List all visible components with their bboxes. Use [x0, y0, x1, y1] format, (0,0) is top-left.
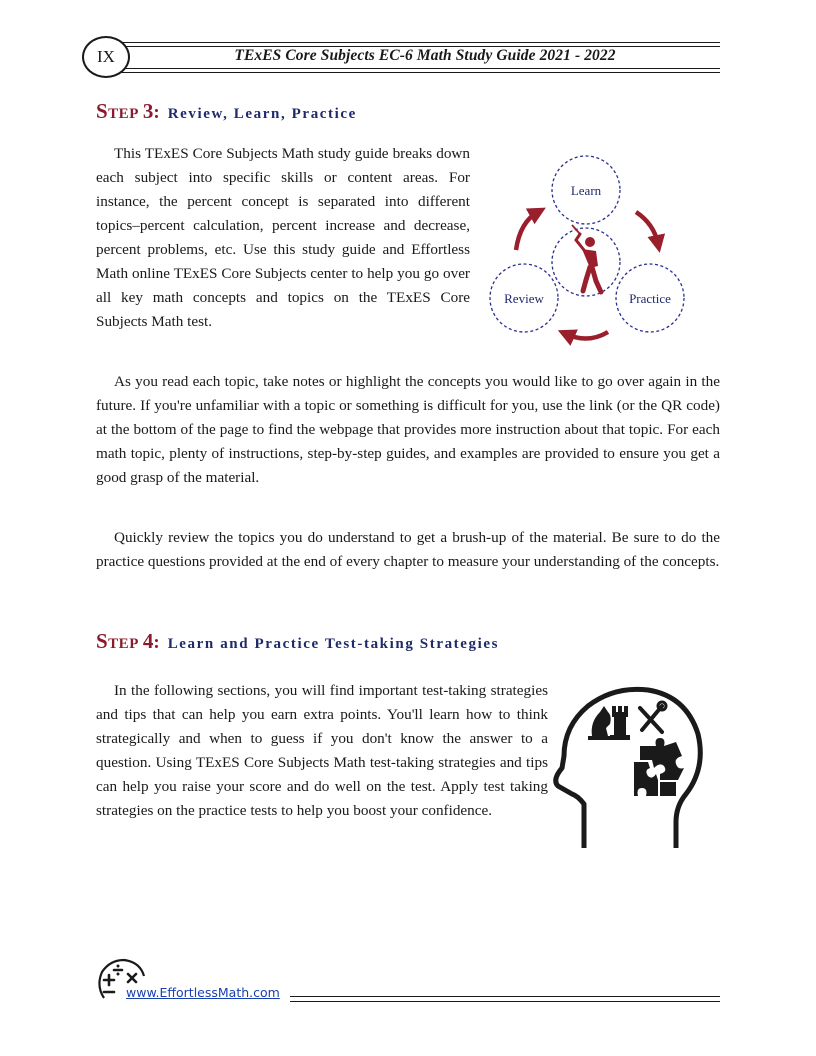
step4-title: Learn and Practice Test-taking Strategies: [167, 636, 500, 652]
step3-paragraph-1: This TExES Core Subjects Math study guide breaks down each subject into specific skills or content areas. For instance, the percent concept is separated into different topics–percent calculation, percent increase and decrease, percent problems, etc. Use this study guide and Effortless Math online TExES Core Subjects center to help you go over all key math concepts and topics on the TExES Core Subjects Math test.: [96, 145, 470, 330]
cycle-arrow-icon: [516, 212, 538, 250]
header-rule-bottom-1: [118, 68, 720, 69]
step4-heading: [96, 629, 499, 654]
step4-number: 4: [142, 629, 154, 653]
tools-icon: [640, 702, 666, 732]
learn-label: Learn: [570, 183, 602, 198]
page-number: IX: [97, 47, 115, 66]
footer-rule-2: [290, 1001, 720, 1002]
head-strategy-icon: [548, 676, 708, 852]
step4-colon: :: [153, 632, 160, 653]
practice-label: Practice: [629, 291, 671, 306]
step3-word: Step: [96, 99, 139, 123]
step3-number: 3: [142, 99, 154, 123]
running-header-title: TExES Core Subjects EC-6 Math Study Guide 2021 - 2022: [234, 47, 616, 64]
chess-knight-icon: [588, 706, 612, 740]
page-number-badge: [82, 36, 130, 78]
step4-paragraph: In the following sections, you will find important test-taking strategies and tips that can help you earn extra points. You'll learn how to think strategically and when to guess if you don't know the answer to a question. Using TExES Core Subjects Math test-taking strategies and tips can help you raise your score and do well on the test. Apply test taking strategies on the practice tests to help you boost your confidence.: [96, 682, 548, 819]
step3-title: Review, Learn, Practice: [167, 106, 357, 122]
footer-website-link[interactable]: www.EffortlessMath.com: [126, 985, 280, 1000]
puzzle-icon: [634, 738, 684, 796]
step4-word: Step: [96, 629, 139, 653]
review-learn-practice-cycle-diagram: [486, 150, 692, 346]
cycle-arrow-icon: [566, 332, 608, 339]
step3-paragraph-3: Quickly review the topics you do understand to get a brush-up of the material. Be sure to do the practice questions provided at the end of every chapter to measure your understanding of the concepts.: [96, 529, 720, 570]
header-rule-bottom-2: [118, 72, 720, 73]
step3-paragraph-2: As you read each topic, take notes or highlight the concepts you would like to go over again in the future. If you're unfamiliar with a topic or something is difficult for you, use the link (or the QR code) at the bottom of the page to find the webpage that provides more instruction about that topic. For each math topic, plenty of instructions, step-by-step guides, and examples are provided to ensure you get a good grasp of the material.: [96, 373, 720, 486]
header-rule-top-1: [118, 42, 720, 43]
step3-heading: [96, 99, 357, 124]
step3-colon: :: [153, 102, 160, 123]
footer-rule-1: [290, 996, 720, 997]
cycle-arrow-icon: [636, 212, 658, 244]
review-label: Review: [504, 291, 544, 306]
chess-rook-icon: [610, 706, 630, 740]
